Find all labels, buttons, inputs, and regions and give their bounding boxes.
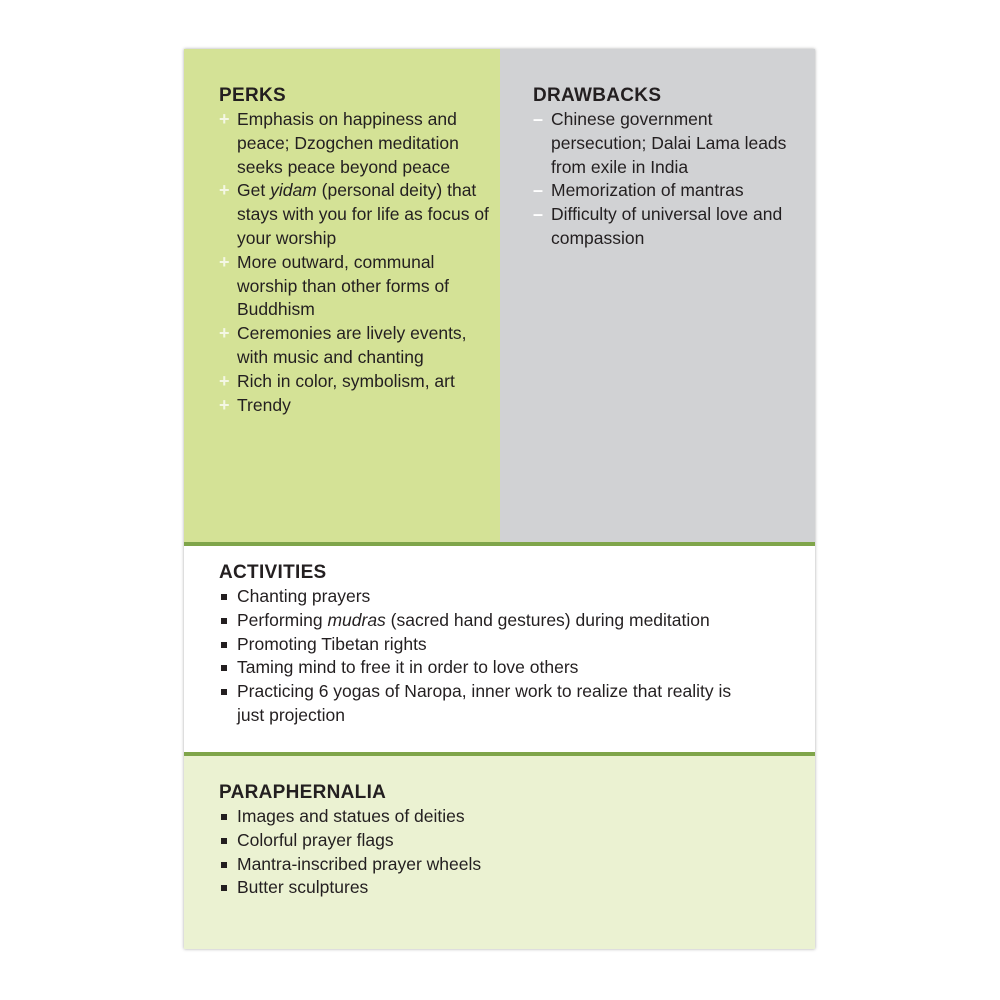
activities-item xyxy=(219,680,759,728)
activities-item-text: Performing mudras (sacred hand gestures) during meditation xyxy=(237,609,710,630)
activities-list xyxy=(219,585,759,728)
activities-panel xyxy=(184,546,815,752)
drawbacks-item-text: Memorization of mantras xyxy=(551,180,744,201)
drawbacks-item xyxy=(533,179,793,203)
perks-item xyxy=(219,108,489,179)
perks-item-text: More outward, communal worship than other forms of Buddhism xyxy=(237,251,450,320)
activities-item xyxy=(219,585,759,609)
perks-heading: PERKS xyxy=(219,85,286,106)
paraphernalia-list xyxy=(219,805,759,900)
perks-list xyxy=(219,108,489,417)
activities-item-text: Taming mind to free it in order to love others xyxy=(237,657,579,678)
activities-item xyxy=(219,633,759,657)
paraphernalia-item-text: Colorful prayer flags xyxy=(237,829,394,850)
drawbacks-item xyxy=(533,203,793,251)
bullet-square-icon xyxy=(221,862,227,868)
paraphernalia-heading: PARAPHERNALIA xyxy=(219,782,387,803)
bullet-square-icon xyxy=(221,814,227,820)
paraphernalia-item xyxy=(219,829,759,853)
plus-icon: + xyxy=(219,370,230,391)
activities-heading: ACTIVITIES xyxy=(219,562,327,583)
bullet-square-icon xyxy=(221,885,227,891)
perks-item-text: Trendy xyxy=(237,394,291,415)
perks-item xyxy=(219,322,489,370)
paraphernalia-item-text: Mantra-inscribed prayer wheels xyxy=(237,853,482,874)
drawbacks-list xyxy=(533,108,793,251)
drawbacks-heading: DRAWBACKS xyxy=(533,85,662,106)
plus-icon: + xyxy=(219,394,230,415)
perks-panel xyxy=(184,49,500,542)
info-card xyxy=(184,49,815,949)
perks-item-text: Emphasis on happiness and peace; Dzogchen meditation seeks peace beyond peace xyxy=(237,109,459,177)
bullet-square-icon xyxy=(221,838,227,844)
minus-icon: – xyxy=(533,109,544,129)
drawbacks-item xyxy=(533,108,793,179)
activities-item-text: Practicing 6 yogas of Naropa, inner work to realize that reality is just projection xyxy=(237,681,732,725)
paraphernalia-item xyxy=(219,876,759,900)
perks-item xyxy=(219,179,489,250)
bullet-square-icon xyxy=(221,689,227,695)
bullet-square-icon xyxy=(221,665,227,671)
perks-item xyxy=(219,370,489,394)
paraphernalia-item-text: Images and statues of deities xyxy=(237,806,465,826)
activities-item-text: Promoting Tibetan rights xyxy=(237,633,427,654)
paraphernalia-item xyxy=(219,805,759,829)
emphasis-term: mudras xyxy=(327,609,386,630)
paraphernalia-item-text: Butter sculptures xyxy=(237,877,369,898)
activities-item-text: Chanting prayers xyxy=(237,586,371,606)
perks-item xyxy=(219,251,489,322)
drawbacks-item-text: Difficulty of universal love and compassion xyxy=(551,204,783,248)
plus-icon: + xyxy=(219,180,230,201)
minus-icon: – xyxy=(533,204,544,225)
perks-item-text: Rich in color, symbolism, art xyxy=(237,370,455,391)
paraphernalia-item xyxy=(219,853,759,877)
bullet-square-icon xyxy=(221,618,227,624)
bullet-square-icon xyxy=(221,642,227,648)
perks-item-text: Ceremonies are lively events, with music and chanting xyxy=(237,323,467,367)
bullet-square-icon xyxy=(221,594,227,600)
drawbacks-item-text: Chinese government persecution; Dalai Lama leads from exile in India xyxy=(551,109,787,177)
activities-item xyxy=(219,609,759,633)
plus-icon: + xyxy=(219,109,230,129)
drawbacks-panel xyxy=(500,49,815,542)
plus-icon: + xyxy=(219,251,230,272)
perks-item-text: Get yidam (personal deity) that stays with you for life as focus of your worship xyxy=(237,180,489,248)
perks-item xyxy=(219,394,489,418)
activities-item xyxy=(219,656,759,680)
minus-icon: – xyxy=(533,180,544,201)
emphasis-term: yidam xyxy=(270,180,317,201)
paraphernalia-panel xyxy=(184,756,815,949)
plus-icon: + xyxy=(219,323,230,344)
